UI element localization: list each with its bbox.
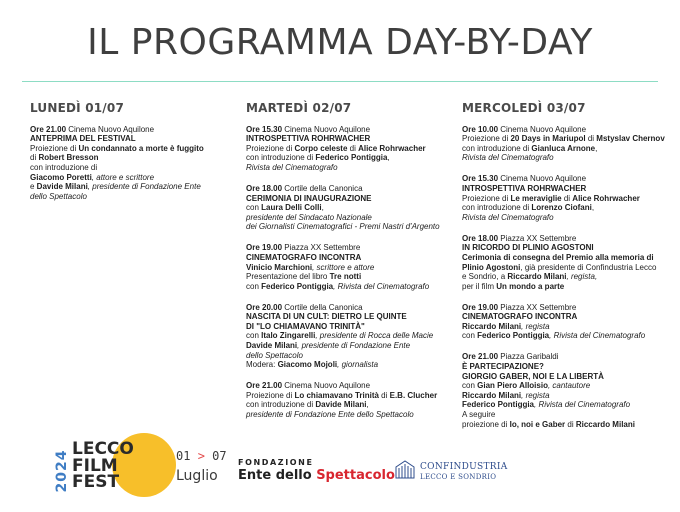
event-line <box>462 381 676 391</box>
event-text: Proiezione di <box>30 143 79 153</box>
event-text: Cerimonia di consegna del Premio alla memoria di <box>462 252 654 262</box>
event-text: Federico Pontiggia <box>477 331 550 341</box>
event-line <box>246 351 458 361</box>
event-text: È PARTECIPAZIONE? <box>462 362 544 372</box>
schedule-event <box>462 125 676 163</box>
event-line <box>246 213 458 223</box>
event-line <box>246 391 458 401</box>
fondazione-logo-spettacolo: Spettacolo <box>316 468 395 483</box>
event-line <box>462 125 676 135</box>
festival-date-separator: > <box>197 449 205 463</box>
event-text: con <box>462 381 478 391</box>
event-line <box>246 272 458 282</box>
event-text: , <box>591 203 595 213</box>
event-text: Le meraviglie <box>510 193 562 203</box>
event-line <box>246 303 458 313</box>
event-text: 20 Days in Mariupol <box>510 134 586 144</box>
event-text: Corpo celeste <box>294 143 348 153</box>
event-text: A seguire <box>462 410 496 419</box>
event-text: CINEMATOGRAFO INCONTRA <box>462 312 578 322</box>
event-text: con <box>462 331 478 341</box>
event-text: Cinema Nuovo Aquilone <box>500 124 587 134</box>
event-text: di <box>347 143 359 153</box>
event-line <box>246 203 458 213</box>
confindustria-emblem-icon <box>394 458 416 480</box>
day-heading: LUNEDÌ 01/07 <box>30 101 124 115</box>
event-text: Alice Rohrwacher <box>358 143 426 153</box>
event-text: Piazza Garibaldi <box>500 352 559 362</box>
event-line <box>246 253 458 263</box>
event-text: Piazza XX Settembre <box>284 243 361 253</box>
festival-dates <box>176 449 227 463</box>
event-text: Cortile della Canonica <box>284 302 363 312</box>
event-text: dello Spettacolo <box>30 191 87 201</box>
fondazione-logo <box>238 458 395 483</box>
schedule-event <box>246 381 458 419</box>
event-text: , <box>387 153 390 163</box>
event-line <box>246 243 458 253</box>
event-text: Davide Milani <box>246 341 298 351</box>
event-text: Federico Pontiggia <box>462 400 535 410</box>
event-line <box>246 184 458 194</box>
event-text: Ore 21.00 <box>462 352 501 362</box>
event-text: Tre notti <box>329 272 362 282</box>
event-text: Riccardo Milani <box>462 321 522 331</box>
festival-logo-line-2: FILM <box>72 455 118 476</box>
event-text: Robert Bresson <box>38 153 99 163</box>
fondazione-logo-line-1: FONDAZIONE <box>238 458 314 467</box>
event-text: Cinema Nuovo Aquilone <box>68 124 155 134</box>
event-text: Modera: <box>246 360 278 370</box>
event-text: Un mondo a parte <box>496 281 565 291</box>
event-text: Ore 10.00 <box>462 124 501 134</box>
event-text: , presidente di Rocca delle Macie <box>315 331 434 341</box>
day-column-1 <box>30 101 236 213</box>
event-line <box>462 243 676 253</box>
day-heading: MERCOLEDÌ 03/07 <box>462 101 586 115</box>
event-text: Ore 21.00 <box>30 124 69 134</box>
event-text: Vinicio Marchioni <box>246 262 313 272</box>
event-text: con <box>246 203 262 213</box>
event-line <box>462 352 676 362</box>
event-line <box>462 194 676 204</box>
event-text: Riccardo Milani <box>462 390 522 400</box>
event-text: Ore 15.30 <box>246 124 285 134</box>
schedule-event <box>246 243 458 291</box>
festival-logo-line-3: FEST <box>72 472 120 492</box>
event-text: dei Giornalisti Cinematografici - Premi Nastri d'Argento <box>246 222 440 232</box>
event-text: Ore 19.00 <box>246 243 285 253</box>
event-line <box>246 312 458 322</box>
event-line <box>462 144 676 154</box>
festival-logo-text <box>72 441 134 491</box>
event-text: , Rivista del Cinematografo <box>333 281 430 291</box>
event-text: presidente del Sindacato Nazionale <box>246 212 372 222</box>
event-text: CINEMATOGRAFO INCONTRA <box>246 252 362 262</box>
event-text: Piazza XX Settembre <box>500 233 577 243</box>
event-line <box>246 341 458 351</box>
event-text: di <box>585 134 597 144</box>
event-text: Lorenzo Ciofani <box>531 203 592 213</box>
event-line <box>30 153 236 163</box>
event-text: Un condannato a morte è fuggito <box>78 143 204 153</box>
event-text: Riccardo Milani <box>507 272 567 282</box>
event-line <box>246 194 458 204</box>
schedule-event <box>246 303 458 370</box>
event-text: Piazza XX Settembre <box>500 302 577 312</box>
event-text: Federico Pontiggia <box>261 281 334 291</box>
event-text: Ore 19.00 <box>462 302 501 312</box>
day-column-2 <box>246 101 458 431</box>
event-line <box>462 174 676 184</box>
event-line <box>462 391 676 401</box>
event-text: IN RICORDO DI PLINIO AGOSTONI <box>462 243 594 253</box>
event-text: Presentazione del libro <box>246 272 330 282</box>
event-line <box>30 125 236 135</box>
fondazione-logo-ente: Ente dello <box>238 468 317 483</box>
event-text: di <box>565 419 576 429</box>
event-line <box>246 163 458 173</box>
event-text: , presidente di Fondazione Ente <box>87 182 201 192</box>
confindustria-region: LECCO E SONDRIO <box>420 473 497 481</box>
schedule-event <box>30 125 236 202</box>
event-text: Davide Milani <box>36 182 88 192</box>
event-text: INTROSPETTIVA ROHRWACHER <box>462 183 587 193</box>
event-line <box>30 144 236 154</box>
event-line <box>246 381 458 391</box>
event-text: Proiezione di <box>246 143 295 153</box>
event-text: , Rivista del Cinematografo <box>534 400 631 410</box>
event-text: , giornalista <box>337 360 379 370</box>
event-text: ANTEPRIMA DEL FESTIVAL <box>30 134 136 144</box>
event-text: e Sondrio, a <box>462 272 508 282</box>
festival-year-text: 2024 <box>54 449 70 493</box>
event-line <box>30 163 236 173</box>
event-text: Ore 18.00 <box>462 233 501 243</box>
event-text: presidente di Fondazione Ente dello Spettacolo <box>246 410 414 419</box>
event-text: Plinio Agostoni <box>462 262 521 272</box>
event-text: , presidente di Fondazione Ente <box>297 341 411 351</box>
event-text: Giacomo Poretti <box>30 172 92 182</box>
event-line <box>462 372 676 382</box>
event-text: , regista, <box>566 272 598 282</box>
event-text: Lo chiamavano Trinità <box>294 390 379 400</box>
event-line <box>462 263 676 273</box>
event-line <box>246 222 458 232</box>
event-text: Ore 15.30 <box>462 174 501 184</box>
event-line <box>246 153 458 163</box>
event-line <box>246 322 458 332</box>
event-line <box>462 234 676 244</box>
event-line <box>462 362 676 372</box>
event-text: Proiezione di <box>462 134 511 144</box>
event-text: Rivista del Cinematografo <box>462 212 554 222</box>
event-text: Ore 20.00 <box>246 302 285 312</box>
schedule-event <box>462 234 676 292</box>
event-text: Cortile della Canonica <box>284 183 363 193</box>
event-text: , Rivista del Cinematografo <box>549 331 646 341</box>
event-line <box>246 144 458 154</box>
event-line <box>462 213 676 223</box>
event-text: con introduzione di <box>246 153 316 163</box>
event-text: , regista <box>521 390 550 400</box>
event-line <box>462 272 676 282</box>
event-line <box>30 182 236 192</box>
event-line <box>462 303 676 313</box>
event-line <box>462 331 676 341</box>
event-text: , attore e scrittore <box>91 172 155 182</box>
event-text: di <box>30 153 39 163</box>
event-text: Giacomo Mojoli <box>277 360 338 370</box>
event-text: , cantautore <box>547 381 591 391</box>
event-line <box>462 134 676 144</box>
event-text: GIORGIO GABER, NOI E LA LIBERTÀ <box>462 371 604 381</box>
event-line <box>246 282 458 292</box>
event-text: Federico Pontiggia <box>315 153 388 163</box>
event-line <box>462 312 676 322</box>
festival-date-to: 07 <box>212 449 227 463</box>
event-line <box>462 184 676 194</box>
event-text: proiezione di <box>462 419 510 429</box>
event-text: Proiezione di <box>462 193 511 203</box>
schedule-event <box>462 174 676 222</box>
event-line <box>246 134 458 144</box>
event-text: Riccardo Milani <box>575 419 635 429</box>
event-text: con introduzione di <box>246 400 316 410</box>
event-text: , già presidente di Confindustria Lecco <box>520 262 657 272</box>
title-divider <box>22 81 658 82</box>
event-text: di <box>378 390 390 400</box>
event-text: Davide Milani <box>315 400 367 410</box>
event-line <box>246 263 458 273</box>
schedule-event <box>462 303 676 341</box>
page-title: IL PROGRAMMA DAY-BY-DAY <box>87 22 593 63</box>
event-line <box>30 134 236 144</box>
event-line <box>462 400 676 410</box>
event-line <box>462 282 676 292</box>
event-text: Ore 18.00 <box>246 183 285 193</box>
event-line <box>30 192 236 202</box>
event-line <box>462 253 676 263</box>
event-line <box>246 331 458 341</box>
event-text: Cinema Nuovo Aquilone <box>284 124 371 134</box>
event-line <box>462 410 676 420</box>
event-text: Mstyslav Chernov <box>596 134 665 144</box>
event-text: Rivista del Cinematografo <box>462 153 554 163</box>
event-text: per il film <box>462 281 497 291</box>
event-line <box>30 173 236 183</box>
day-heading: MARTEDÌ 02/07 <box>246 101 352 115</box>
event-text: , <box>321 203 324 213</box>
event-text: Proiezione di <box>246 390 295 400</box>
event-text: Io, noi e Gaber <box>509 419 566 429</box>
schedule-event <box>462 352 676 429</box>
event-text: , <box>595 143 598 153</box>
event-text: con introduzione di <box>462 143 532 153</box>
fondazione-logo-line-2 <box>238 468 395 483</box>
event-text: Laura Delli Colli <box>261 203 322 213</box>
event-text: di <box>561 193 573 203</box>
event-text: NASCITA DI UN CULT: DIETRO LE QUINTE <box>246 312 407 322</box>
event-text: CERIMONIA DI INAUGURAZIONE <box>246 193 372 203</box>
event-text: e <box>30 182 37 192</box>
event-text: , scrittore e attore <box>312 262 375 272</box>
event-line <box>462 322 676 332</box>
event-text: Alice Rohrwacher <box>572 193 640 203</box>
event-text: con introduzione di <box>462 203 532 213</box>
festival-date-from: 01 <box>176 449 191 463</box>
schedule-event <box>246 184 458 232</box>
event-text: con introduzione di <box>30 162 98 172</box>
confindustria-name: CONFINDUSTRIA <box>420 462 508 472</box>
event-text: Gianluca Arnone <box>531 143 596 153</box>
event-line <box>246 125 458 135</box>
event-text: con <box>246 281 262 291</box>
event-line <box>462 153 676 163</box>
event-text: Ore 21.00 <box>246 381 285 391</box>
day-column-3 <box>462 101 676 441</box>
event-text: INTROSPETTIVA ROHRWACHER <box>246 134 371 144</box>
festival-logo-line-1: LECCO <box>72 439 134 459</box>
event-text: E.B. Clucher <box>389 390 438 400</box>
event-text: Cinema Nuovo Aquilone <box>500 174 587 184</box>
event-text: dello Spettacolo <box>246 350 303 360</box>
schedule-event <box>246 125 458 173</box>
festival-year <box>56 441 68 497</box>
event-text: Cinema Nuovo Aquilone <box>284 381 371 391</box>
event-line <box>246 410 458 420</box>
event-text: con <box>246 331 262 341</box>
event-line <box>462 420 676 430</box>
event-text: , regista <box>521 321 550 331</box>
event-text: , <box>366 400 369 410</box>
event-line <box>246 400 458 410</box>
festival-month: Luglio <box>176 468 218 484</box>
event-text: Rivista del Cinematografo <box>246 162 338 172</box>
event-text: Italo Zingarelli <box>261 331 316 341</box>
event-line <box>246 360 458 370</box>
event-text: DI "LO CHIAMAVANO TRINITÀ" <box>246 321 365 331</box>
event-text: Gian Piero Alloisio <box>477 381 548 391</box>
event-line <box>462 203 676 213</box>
